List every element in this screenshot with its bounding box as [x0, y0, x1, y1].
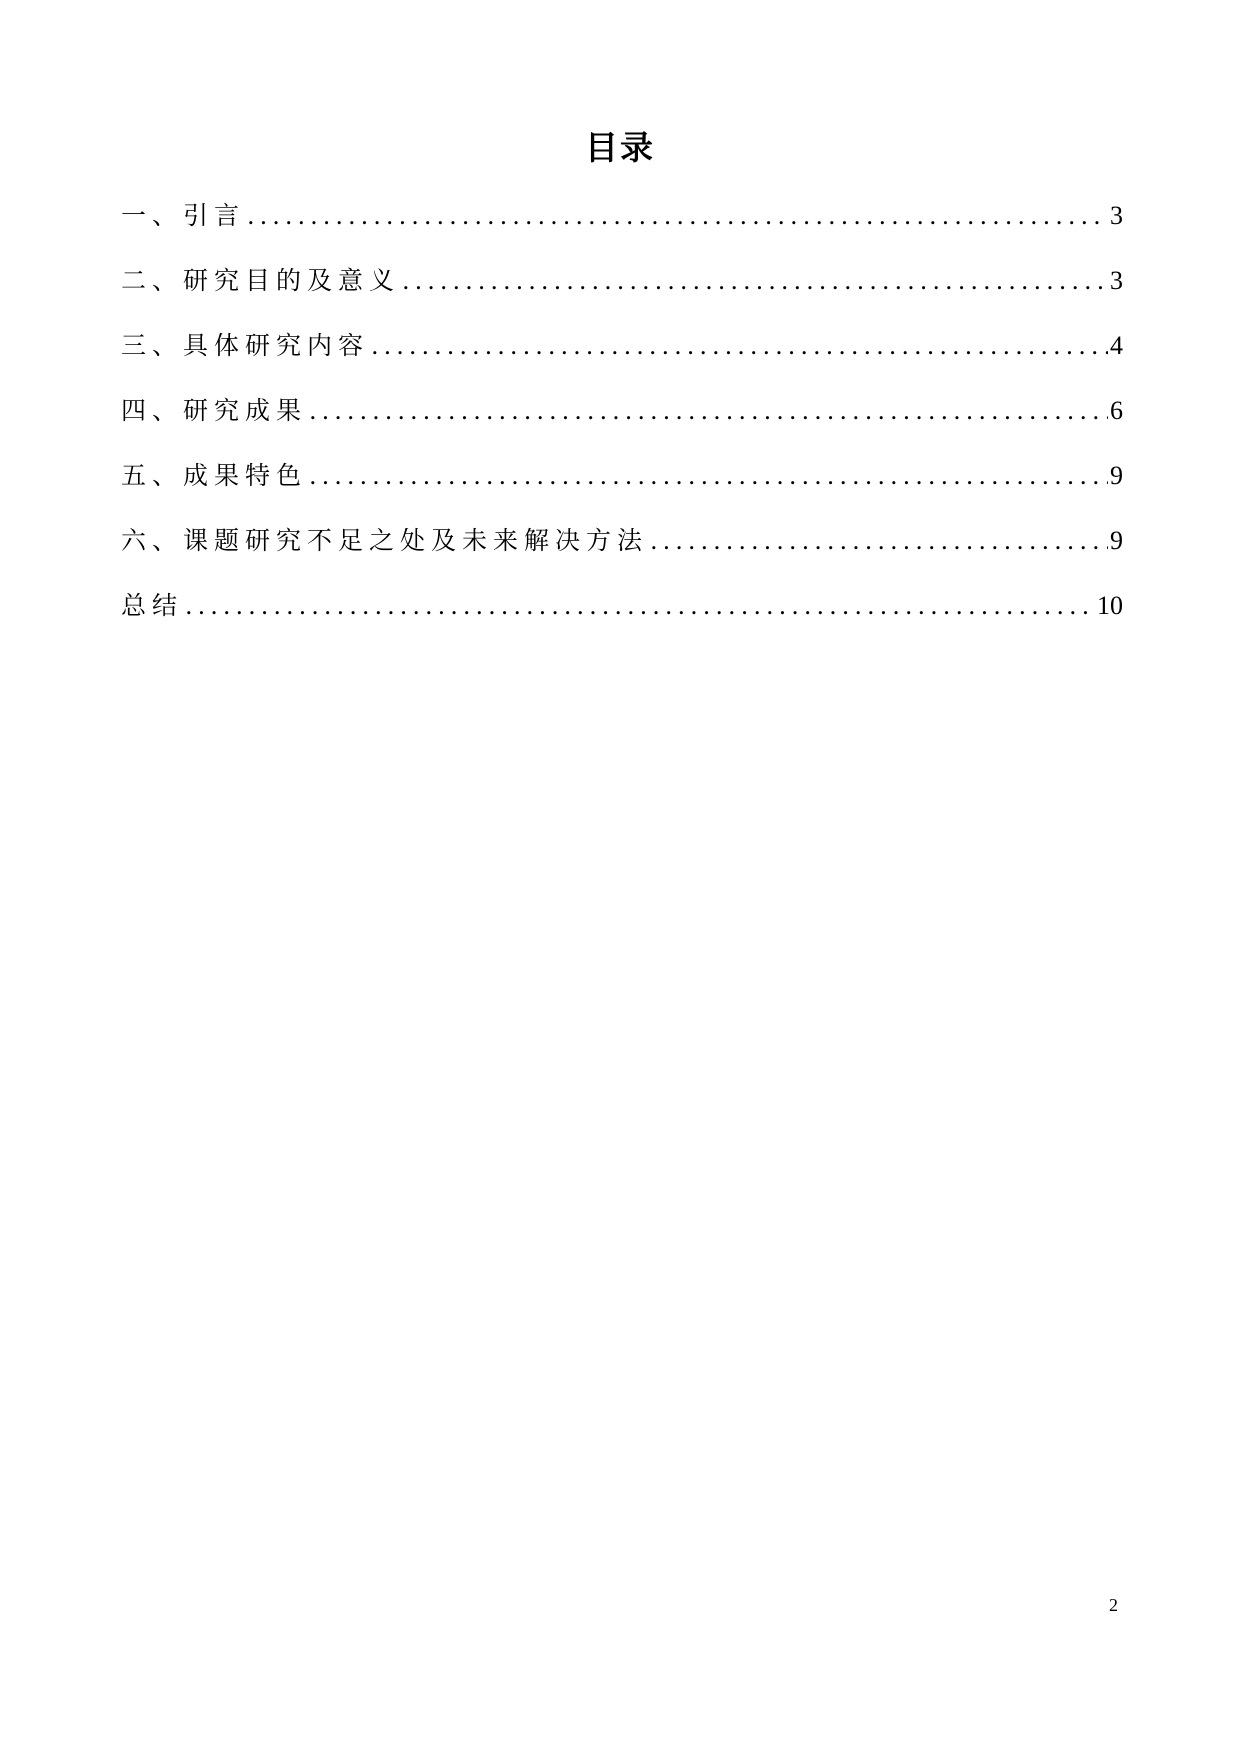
toc-entry[interactable] — [121, 261, 1123, 326]
toc-entry[interactable] — [121, 456, 1123, 521]
dot-leader — [185, 586, 1095, 626]
dot-leader — [309, 391, 1108, 431]
toc-entry-page: 10 — [1097, 591, 1123, 620]
toc-entry-label: 三、具体研究内容 — [121, 331, 370, 360]
toc-entry-page: 9 — [1110, 526, 1123, 555]
toc-entry-page: 4 — [1110, 331, 1123, 360]
toc-entry-label: 一、引言 — [121, 201, 246, 230]
dot-leader — [402, 261, 1108, 301]
toc-entry-label: 二、研究目的及意义 — [121, 266, 401, 295]
toc-entry-label: 六、课题研究不足之处及未来解决方法 — [121, 526, 649, 555]
page-number: 2 — [1109, 1595, 1118, 1615]
toc-entry-label: 四、研究成果 — [121, 396, 308, 425]
dot-leader — [309, 456, 1108, 496]
toc-entry-page: 6 — [1110, 396, 1123, 425]
table-of-contents — [121, 196, 1123, 651]
dot-leader — [247, 196, 1108, 236]
toc-entry-label: 五、成果特色 — [121, 461, 308, 490]
toc-entry[interactable] — [121, 521, 1123, 586]
toc-entry[interactable] — [121, 391, 1123, 456]
dot-leader — [650, 521, 1108, 561]
toc-entry-page: 9 — [1110, 461, 1123, 490]
toc-entry-label: 总结 — [121, 591, 184, 620]
toc-entry[interactable] — [121, 586, 1123, 651]
toc-entry[interactable] — [121, 326, 1123, 391]
toc-entry-page: 3 — [1110, 201, 1123, 230]
toc-entry[interactable] — [121, 196, 1123, 261]
dot-leader — [371, 326, 1108, 366]
toc-entry-page: 3 — [1110, 266, 1123, 295]
toc-title: 目录 — [585, 128, 655, 167]
